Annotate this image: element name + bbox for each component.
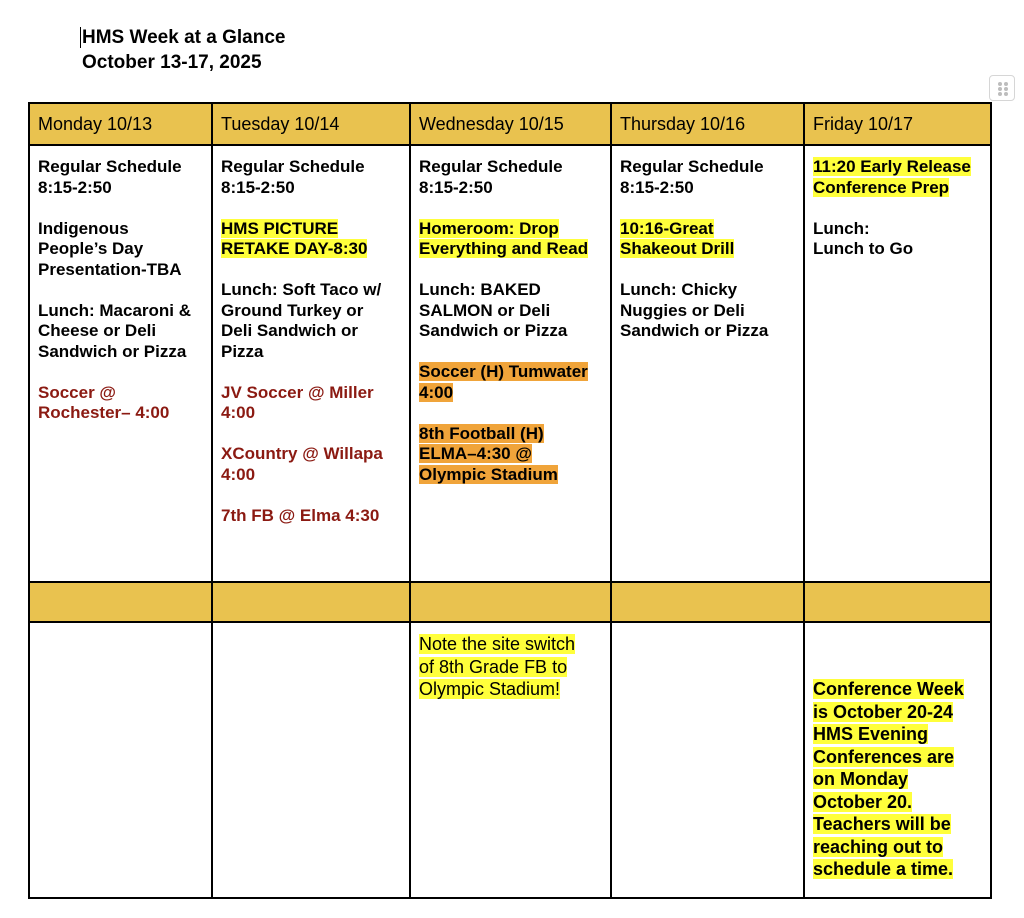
text-cursor <box>80 27 81 48</box>
cell-monday[interactable] <box>29 145 212 582</box>
note-cell-tuesday[interactable] <box>212 622 410 898</box>
band-cell[interactable] <box>212 582 410 622</box>
schedule-block: Regular Schedule 8:15-2:50 <box>620 157 764 197</box>
header-friday[interactable]: Friday 10/17 <box>804 103 991 145</box>
home-game-item: Soccer (H) Tumwater 4:00 <box>419 362 588 402</box>
event-block: Indigenous People’s Day Presentation-TBA <box>38 218 182 279</box>
cell-friday[interactable] <box>804 145 991 582</box>
athletics-item: JV Soccer @ Miller 4:00 <box>221 382 374 422</box>
header-thursday[interactable]: Thursday 10/16 <box>611 103 804 145</box>
header-tuesday[interactable]: Tuesday 10/14 <box>212 103 410 145</box>
wednesday-note: Note the site switch of 8th Grade FB to Olympic Stadium! <box>419 634 576 699</box>
event-block: 11:20 Early Release Conference Prep <box>813 157 971 197</box>
athletics-item: XCountry @ Willapa 4:00 <box>221 444 383 484</box>
band-cell[interactable] <box>611 582 804 622</box>
note-cell-friday[interactable] <box>804 622 991 898</box>
home-game-item: 8th Football (H) ELMA–4:30 @ Olympic Stadium <box>419 423 558 484</box>
note-cell-wednesday[interactable] <box>410 622 611 898</box>
athletics-item: 7th FB @ Elma 4:30 <box>221 505 380 525</box>
notes-row <box>29 622 991 898</box>
separator-row <box>29 582 991 622</box>
lunch-block: Lunch: Chicky Nuggies or Deli Sandwich or Pizza <box>620 280 769 340</box>
band-cell[interactable] <box>410 582 611 622</box>
schedule-row <box>29 145 991 582</box>
header-row <box>29 103 991 145</box>
cell-wednesday[interactable] <box>410 145 611 582</box>
week-table <box>28 102 992 899</box>
event-block: HMS PICTURE RETAKE DAY-8:30 <box>221 218 368 258</box>
schedule-block: Regular Schedule 8:15-2:50 <box>221 157 365 197</box>
document-title <box>82 25 285 75</box>
event-block: Homeroom: Drop Everything and Read <box>419 218 589 258</box>
lunch-block: Lunch: BAKED SALMON or Deli Sandwich or Pizza <box>419 280 568 340</box>
cell-thursday[interactable] <box>611 145 804 582</box>
note-cell-thursday[interactable] <box>611 622 804 898</box>
band-cell[interactable] <box>804 582 991 622</box>
lunch-block: Lunch: Lunch to Go <box>813 218 914 258</box>
event-block: 10:16-Great Shakeout Drill <box>620 218 735 258</box>
cell-tuesday[interactable] <box>212 145 410 582</box>
lunch-block: Lunch: Macaroni & Cheese or Deli Sandwich or Pizza <box>38 300 192 361</box>
lunch-block: Lunch: Soft Taco w/ Ground Turkey or Deli Sandwich or Pizza <box>221 280 382 361</box>
athletics-item: Soccer @ Rochester– 4:00 <box>38 382 170 422</box>
schedule-block: Regular Schedule 8:15-2:50 <box>419 157 563 197</box>
header-monday[interactable]: Monday 10/13 <box>29 103 212 145</box>
title-line-1: HMS Week at a Glance <box>82 27 286 48</box>
friday-note: Conference Week is October 20-24 HMS Evening Conferences are on Monday October 20. Teachers will be reaching out to schedule a time. <box>813 679 964 879</box>
title-line-2: October 13-17, 2025 <box>82 52 262 73</box>
note-cell-monday[interactable] <box>29 622 212 898</box>
schedule-block: Regular Schedule 8:15-2:50 <box>38 157 182 197</box>
drag-handle-icon[interactable] <box>989 75 1015 101</box>
header-wednesday[interactable]: Wednesday 10/15 <box>410 103 611 145</box>
band-cell[interactable] <box>29 582 212 622</box>
